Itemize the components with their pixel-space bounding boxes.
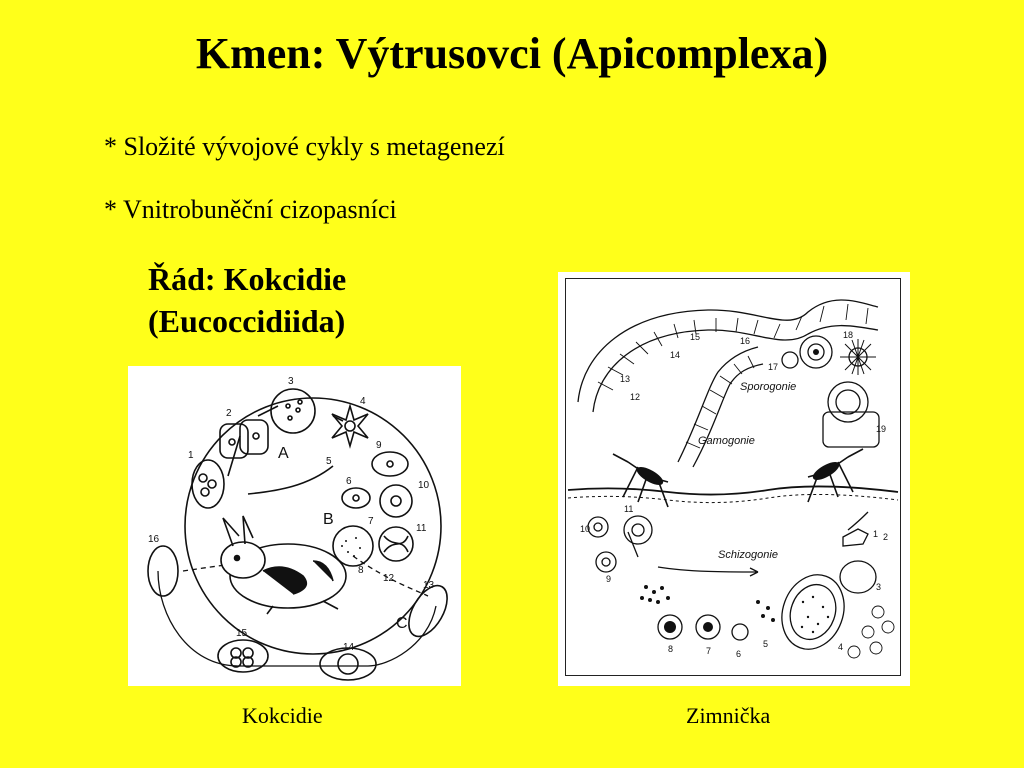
svg-text:15: 15 [236, 628, 248, 639]
svg-text:12: 12 [630, 392, 641, 402]
svg-text:1: 1 [873, 529, 879, 539]
bullet-complex-life-cycles: * Složité vývojové cykly s metagenezí [104, 132, 505, 161]
caption-zimnicka: Zimnička [686, 703, 771, 728]
svg-text:4: 4 [360, 396, 366, 407]
svg-text:13: 13 [423, 580, 435, 591]
svg-text:8: 8 [668, 644, 674, 654]
svg-text:9: 9 [606, 574, 612, 584]
svg-text:12: 12 [383, 573, 395, 584]
label-sporogonie: Sporogonie [740, 381, 797, 393]
svg-text:15: 15 [690, 332, 701, 342]
svg-text:17: 17 [768, 362, 779, 372]
svg-text:B: B [323, 511, 334, 528]
svg-text:6: 6 [346, 476, 352, 487]
svg-text:5: 5 [763, 639, 769, 649]
order-heading-line-1: Řád: Kokcidie [148, 261, 347, 297]
svg-text:14: 14 [670, 350, 681, 360]
svg-text:10: 10 [418, 480, 430, 491]
svg-text:2: 2 [883, 532, 889, 542]
order-heading [148, 258, 346, 342]
label-gamogonie: Gamogonie [698, 435, 755, 447]
svg-text:C: C [396, 615, 408, 632]
svg-text:11: 11 [416, 523, 427, 534]
malaria-phase-labels [698, 381, 796, 561]
order-heading-line-2: (Eucoccidiida) [148, 303, 346, 339]
svg-text:9: 9 [376, 440, 382, 451]
svg-text:7: 7 [368, 516, 374, 527]
bullet-intracellular-parasites: * Vnitrobuněční cizopasníci [104, 195, 397, 224]
svg-text:8: 8 [358, 565, 364, 576]
svg-text:4: 4 [838, 642, 844, 652]
svg-text:2: 2 [226, 408, 232, 419]
svg-text:16: 16 [148, 534, 160, 545]
svg-text:18: 18 [843, 330, 854, 340]
coccidia-cycle-drawing [128, 366, 461, 686]
svg-text:19: 19 [876, 424, 887, 434]
svg-text:5: 5 [326, 456, 332, 467]
svg-text:16: 16 [740, 336, 751, 346]
coccidia-life-cycle-figure [128, 366, 461, 686]
svg-text:6: 6 [736, 649, 742, 659]
svg-text:3: 3 [288, 376, 294, 387]
svg-text:3: 3 [876, 582, 882, 592]
svg-text:10: 10 [580, 524, 591, 534]
caption-kokcidie: Kokcidie [242, 703, 323, 728]
malaria-life-cycle-figure [558, 272, 910, 686]
svg-text:13: 13 [620, 374, 631, 384]
svg-text:7: 7 [706, 646, 712, 656]
slide-title: Kmen: Výtrusovci (Apicomplexa) [195, 29, 829, 78]
svg-text:11: 11 [624, 504, 634, 514]
label-schizogonie: Schizogonie [718, 549, 778, 561]
malaria-cycle-drawing [558, 272, 910, 686]
svg-text:A: A [278, 445, 289, 462]
svg-text:14: 14 [343, 642, 355, 653]
svg-text:1: 1 [188, 450, 194, 461]
